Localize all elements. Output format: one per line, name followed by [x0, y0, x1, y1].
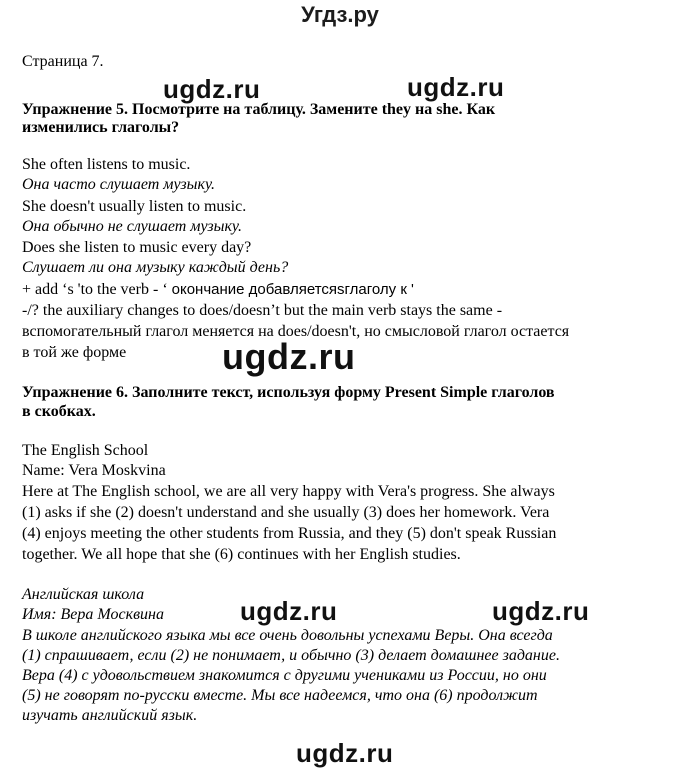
watermark: ugdz.ru — [222, 336, 356, 377]
exercise5-sentence: She doesn't usually listen to music. — [22, 198, 247, 215]
watermark: ugdz.ru — [240, 596, 338, 626]
exercise6-title: в скобках. — [22, 403, 96, 420]
exercise6-english-line: (4) enjoys meeting the other students from Russia, and they (5) don't speak Russian — [22, 525, 557, 542]
exercise5-translation: Она часто слушает музыку. — [22, 176, 216, 193]
exercise5-sentence: Does she listen to music every day? — [22, 239, 252, 256]
exercise6-russian-line: изучать английский язык. — [22, 707, 198, 724]
page-label: Страница 7. — [22, 53, 104, 70]
exercise6-russian-line: Имя: Вера Москвина — [22, 606, 164, 623]
watermark: ugdz.ru — [163, 74, 261, 104]
exercise6-russian-line: Английская школа — [22, 586, 145, 603]
exercise6-english-line: Here at The English school, we are all very happy with Vera's progress. She always — [22, 483, 555, 500]
exercise6-english-line: The English School — [22, 442, 149, 459]
exercise5-note: в той же форме — [22, 344, 127, 361]
exercise6-russian-line: (5) не говорят по-русски вместе. Мы все надеемся, что она (6) продолжит — [22, 687, 538, 704]
exercise5-sentence: She often listens to music. — [22, 156, 191, 173]
exercise6-russian-line: В школе английского языка мы все очень довольны успехами Веры. Она всегда — [22, 627, 553, 644]
watermark: ugdz.ru — [492, 596, 590, 626]
exercise5-note: вспомогательный глагол меняется на does/doesn't, но смысловой глагол остается — [22, 323, 570, 340]
site-title: Угдз.ру — [301, 2, 379, 27]
exercise5-translation: Она обычно не слушает музыку. — [22, 218, 243, 235]
exercise5-title: изменились глаголы? — [22, 119, 180, 136]
exercise6-english-line: Name: Vera Moskvina — [22, 462, 166, 479]
exercise6-title: Упражнение 6. Заполните текст, используя форму Present Simple глаголов — [22, 384, 555, 401]
note-russian-part: окончание добавляетсяsглаголу к ' — [171, 281, 414, 298]
exercise6-english-line: (1) asks if she (2) doesn't understand and she usually (3) does her homework. Vera — [22, 504, 550, 521]
note-english-part: + add ‘s 'to the verb - ‘ — [22, 281, 172, 298]
exercise6-english-line: together. We all hope that she (6) continues with her English studies. — [22, 546, 461, 563]
exercise6-russian-line: Вера (4) с удовольствием знакомится с другими учениками из России, но они — [22, 667, 547, 684]
exercise5-note — [22, 280, 414, 300]
watermark: ugdz.ru — [407, 72, 505, 102]
exercise5-note: -/? the auxiliary changes to does/doesn’t but the main verb stays the same - — [22, 302, 503, 319]
exercise5-title: Упражнение 5. Посмотрите на таблицу. Замените they на she. Как — [22, 101, 496, 118]
exercise6-russian-line: (1) спрашивает, если (2) не понимает, и обычно (3) делает домашнее задание. — [22, 647, 560, 664]
watermark: ugdz.ru — [296, 738, 394, 768]
exercise5-translation: Слушает ли она музыку каждый день? — [22, 259, 289, 276]
